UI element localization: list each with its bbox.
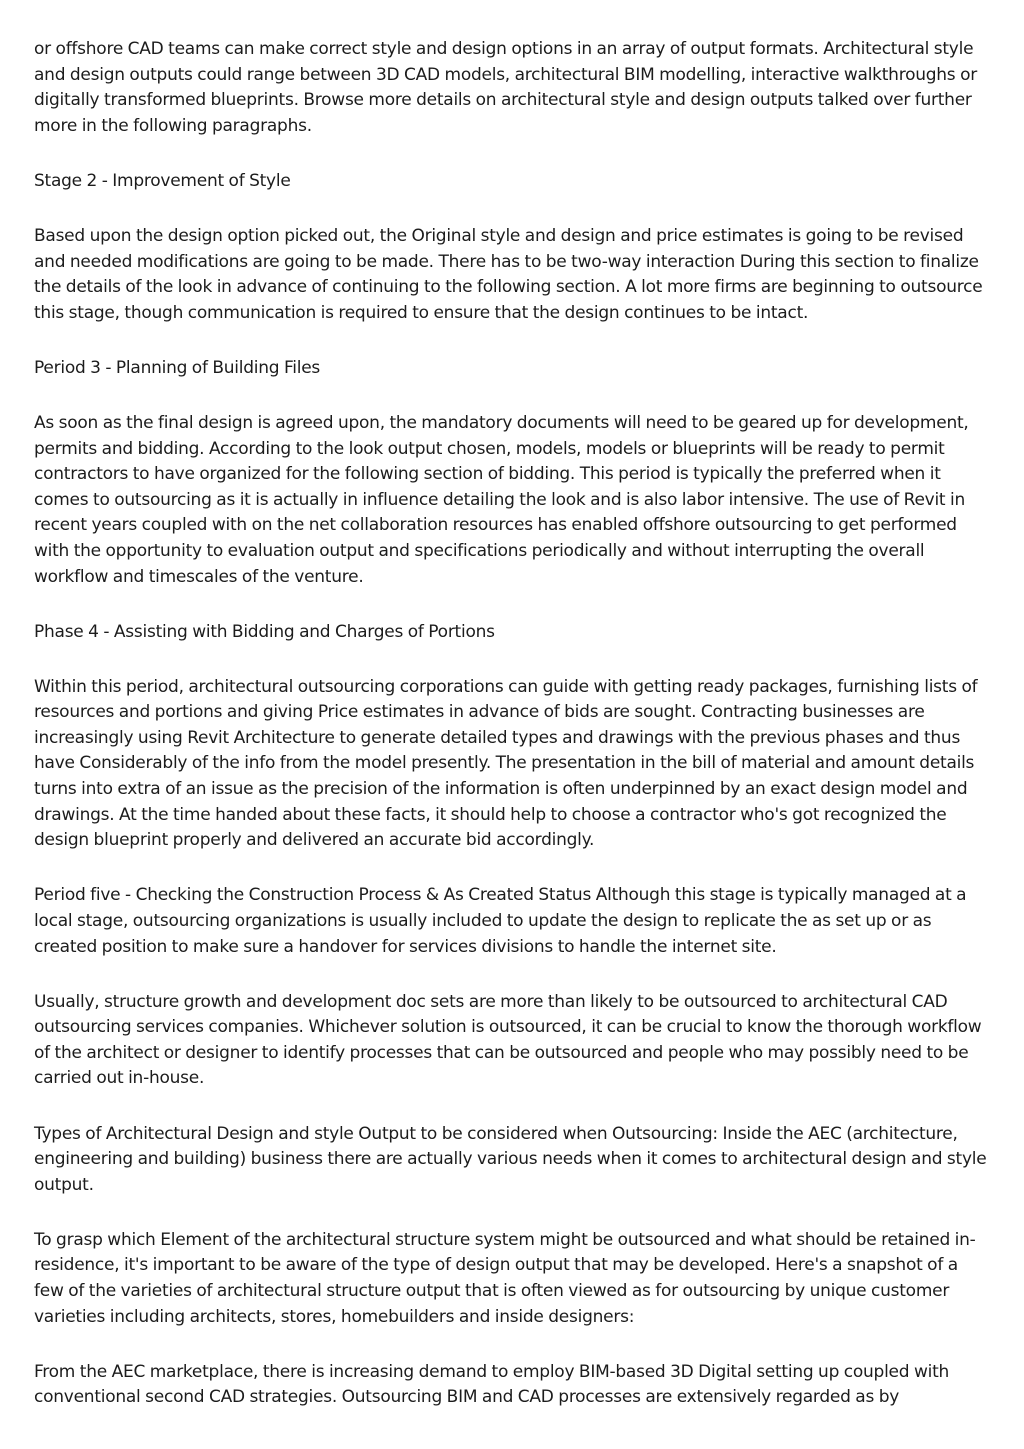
heading-phase-4: Phase 4 - Assisting with Bidding and Charges of Portions bbox=[34, 621, 495, 642]
paragraph-period-3: As soon as the final design is agreed upon, the mandatory documents will need to be geared up for development, permits and bidding. According to the look output chosen, models, models or blueprints will be ready to permit contractors to have organized for the following section of bidding. This period is typically the preferred when it comes to outsourcing as it is actually in influence detailing the look and is also labor intensive. The use of Revit in recent years coupled with on the net collaboration resources has enabled offshore outsourcing to get performed with the opportunity to evaluation output and specifications periodically and without interrupting the overall workflow and timescales of the venture. bbox=[34, 412, 969, 587]
paragraph-phase-4: Within this period, architectural outsourcing corporations can guide with getting ready packages, furnishing lists of resources and portions and giving Price estimates in advance of bids are sought. Contracting businesses are increasingly using Revit Architecture to generate detailed types and drawings with the previous phases and thus have Considerably of the info from the model presently. The presentation in the bill of material and amount details turns into extra of an issue as the precision of the information is often underpinned by an exact design model and drawings. At the time handed about these facts, it should help to choose a contractor who's got recognized the design blueprint properly and delivered an accurate bid accordingly. bbox=[34, 676, 978, 851]
paragraph-aec-marketplace: From the AEC marketplace, there is increasing demand to employ BIM-based 3D Digital setting up coupled with conventional second CAD strategies. Outsourcing BIM and CAD processes are extensively regarded as by bbox=[34, 1361, 950, 1408]
paragraph-stage-2: Based upon the design option picked out, the Original style and design and price estimates is going to be revised and needed modifications are going to be made. There has to be two-way interaction During this section to finalize the details of the look in advance of continuing to the following section. A lot more firms are beginning to outsource this stage, though communication is required to ensure that the design continues to be intact. bbox=[34, 225, 983, 323]
heading-period-3: Period 3 - Planning of Building Files bbox=[34, 357, 321, 378]
paragraph-period-five: Period five - Checking the Construction Process & As Created Status Although this stage is typically managed at a local stage, outsourcing organizations is usually included to update the design to replicate the as set up or as created position to make sure a handover for services divisions to handle the internet site. bbox=[34, 885, 967, 957]
paragraph-output-formats: or offshore CAD teams can make correct style and design options in an array of output formats. Architectural style and design outputs could range between 3D CAD models, architectural BIM modelling, interactive walkthroughs or digitally transformed blueprints. Browse more details on architectural style and design outputs talked over further more in the following paragraphs. bbox=[34, 39, 977, 136]
paragraph-snapshot: To grasp which Element of the architectural structure system might be outsourced and what should be retained in-residence, it's important to be aware of the type of design output that may be developed. Here's a snapshot of a few of the varieties of architectural structure output that is often viewed as for outsourcing by unique customer varieties including architects, stores, homebuilders and inside designers: bbox=[34, 1229, 976, 1327]
heading-stage-2: Stage 2 - Improvement of Style bbox=[34, 170, 291, 191]
paragraph-outsourcing-sets: Usually, structure growth and development doc sets are more than likely to be outsourced to architectural CAD outsourcing services companies. Whichever solution is outsourced, it can be crucial to know the thorough workflow of the architect or designer to identify processes that can be outsourced and people who may possibly need to be carried out in-house. bbox=[34, 991, 982, 1089]
document-body bbox=[34, 37, 992, 1440]
paragraph-output-types: Types of Architectural Design and style Output to be considered when Outsourcing: Inside the AEC (architecture, engineering and building) business there are actually various needs when it comes to architectural design and style output. bbox=[34, 1123, 987, 1195]
